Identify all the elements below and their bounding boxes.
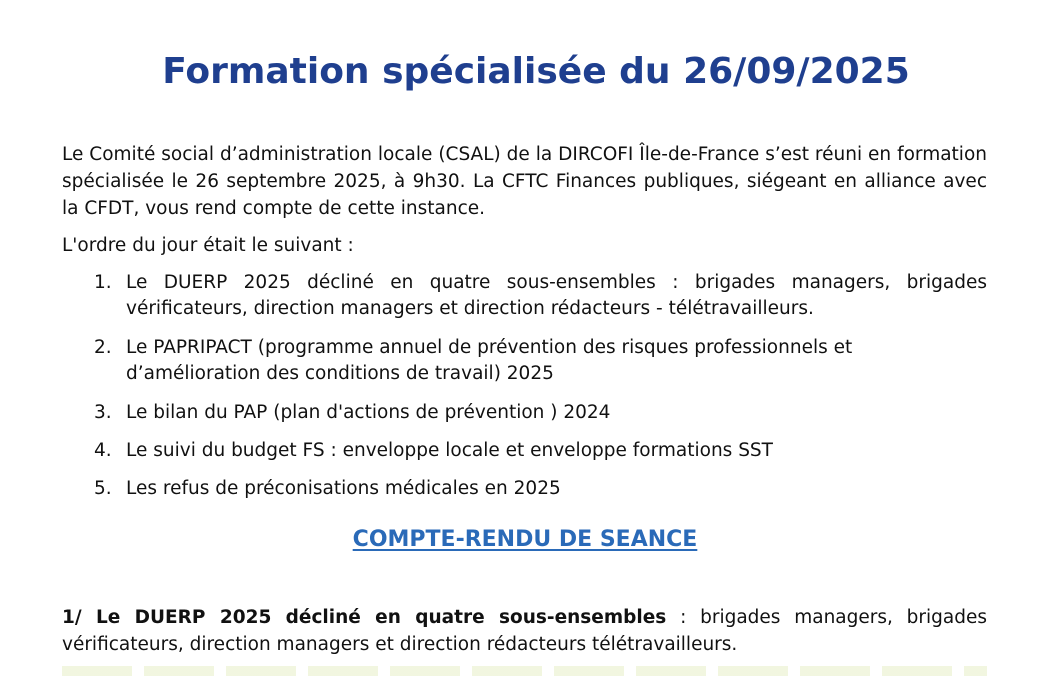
intro-paragraph: Le Comité social d’administration locale (CSAL) de la DIRCOFI Île-de-France s’est réuni en formation spécialisée le 26 septembre 2025, à 9h30. La CFTC Finances publiques, siégeant en alliance avec la CFDT, vous rend compte de cette instance. <box>62 144 987 219</box>
page-title: Formation spécialisée du 26/09/2025 <box>162 51 910 92</box>
agenda-item-number: 1. <box>94 272 112 293</box>
agenda-item-text: Le suivi du budget FS : enveloppe locale et enveloppe formations SST <box>126 440 773 461</box>
agenda-item-number: 5. <box>94 478 112 499</box>
agenda-intro: L'ordre du jour était le suivant : <box>62 235 354 256</box>
agenda-item-number: 2. <box>94 337 112 358</box>
section1-bold-title: 1/ Le DUERP 2025 décliné en quatre sous-ensembles <box>62 607 667 628</box>
agenda-item-number: 3. <box>94 402 112 423</box>
agenda-item <box>62 438 987 464</box>
agenda-item-number: 4. <box>94 440 112 461</box>
section-heading: COMPTE-RENDU DE SEANCE <box>352 527 698 552</box>
agenda-item-text: Les refus de préconisations médicales en 2025 <box>126 478 561 499</box>
agenda-item <box>62 400 987 426</box>
agenda-item <box>62 476 987 502</box>
agenda-item <box>62 335 987 387</box>
section1-text: : brigades managers, brigades vérificateurs, direction managers et direction rédacteurs télétravailleurs. <box>62 607 988 655</box>
agenda-item-text: Le PAPRIPACT (programme annuel de prévention des risques professionnels et d’amélioration des conditions de travail) 2025 <box>126 337 853 384</box>
agenda-item-text: Le bilan du PAP (plan d'actions de prévention ) 2024 <box>126 402 611 423</box>
agenda-item <box>62 270 987 322</box>
agenda-item-text: Le DUERP 2025 décliné en quatre sous-ensembles : brigades managers, brigades vérificateurs, direction managers et direction rédacteurs - télétravailleurs. <box>126 272 987 319</box>
agenda-list <box>62 270 987 514</box>
section1-paragraph <box>62 604 987 658</box>
